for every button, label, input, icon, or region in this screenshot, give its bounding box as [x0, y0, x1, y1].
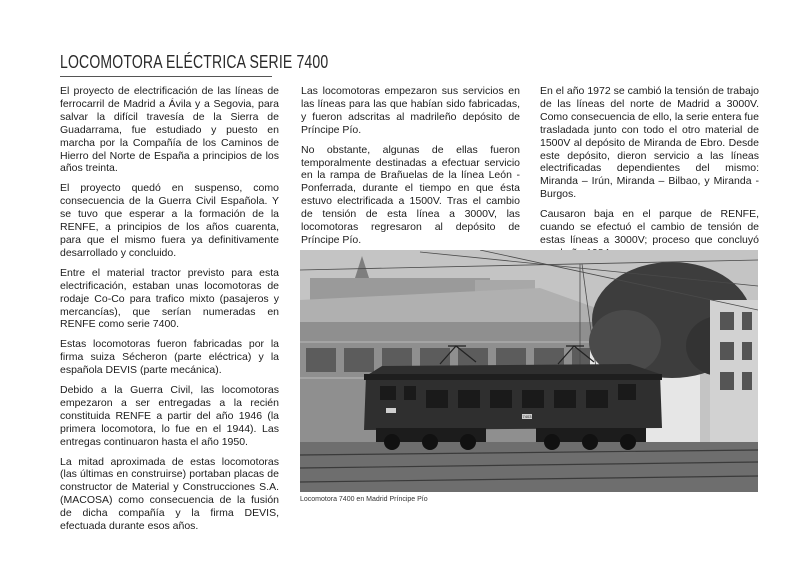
locomotive-photo: [300, 250, 758, 492]
paragraph: La mitad aproximada de estas locomotoras (las últimas en construirse) portaban placas de constructor de Material y Construcciones S.A. (MACOSA) como consecuencia de la fusión de dicha compañía y la firma DEVIS, efectuada durante esos años.: [60, 455, 279, 533]
paragraph: Estas locomotoras fueron fabricadas por la firma suiza Sécheron (parte eléctrica) y la española DEVIS (parte mecánica).: [60, 338, 279, 377]
paragraph: Debido a la Guerra Civil, las locomotoras empezaron a ser entregadas a la recién constituida RENFE a partir del año 1946 (la primera locomotora, lo fue en el 1944). Las entregas continuaron hasta el año 1950.: [60, 384, 279, 448]
paragraph: En el año 1972 se cambió la tensión de trabajo de las líneas del norte de Madrid a 3000V. Como consecuencia de ello, la serie entera fue trasladada junto con todo el otro material de 1500V al depósito de Miranda de Ebro. Desde este depósito, dieron servicio a las líneas electrificadas dependientes del mismo: Miranda – Irún, Miranda – Bilbao, y Miranda - Burgos.: [540, 85, 759, 201]
paragraph: Causaron baja en el parque de RENFE, cuando se efectuó el cambio de tensión de estas líneas a 3000V; proceso que concluyó: [540, 208, 759, 246]
text-column-2: [301, 85, 520, 254]
paragraph: Las locomotoras empezaron sus servicios en las líneas para las que habían sido fabricadas, y fueron adscritas al madrileño depósito de Príncipe Pío.: [301, 85, 520, 136]
paragraph: El proyecto quedó en suspenso, como consecuencia de la Guerra Civil Española. Y se tuvo que esperar a la formación de la RENFE, a principios de los años cuarenta, para que el mismo fuera ya definitivamente desarrollado y concluido.: [60, 182, 279, 259]
text-column-3: [540, 85, 759, 267]
locomotive-photo-illustration: [300, 250, 758, 492]
paragraph: No obstante, algunas de ellas fueron temporalmente destinadas a efectuar servicio en la rampa de Brañuelas de la línea León - Ponferrada, durante el tiempo en que ésta estuvo electrificada a 1500V. Tras el cambio de tensión de esta línea a 3000V, las locomotoras regresaron al depósito de Príncipe Pío.: [301, 143, 520, 246]
number-plate-text: 7403: [522, 414, 532, 420]
paragraph: El proyecto de electrificación de las líneas de ferrocarril de Madrid a Ávila y a Segovia, para salvar la difícil travesía de la Sierra de Guadarrama, fue estudiado y puesto en marcha por la Compañía de los Caminos de Hierro del Norte de España a principios de los años treinta.: [60, 85, 279, 175]
page-title: LOCOMOTORA ELÉCTRICA SERIE 7400: [60, 52, 329, 72]
title-underline: [60, 76, 272, 77]
photo-caption: Locomotora 7400 en Madrid Príncipe Pío: [300, 496, 428, 503]
text-column-1: [60, 85, 279, 540]
paragraph: Entre el material tractor previsto para esta electrificación, estaban unas locomotoras de rodaje Co-Co para trafico mixto (pasajeros y mercancías), que serían numeradas en RENFE como serie 7400.: [60, 266, 279, 331]
